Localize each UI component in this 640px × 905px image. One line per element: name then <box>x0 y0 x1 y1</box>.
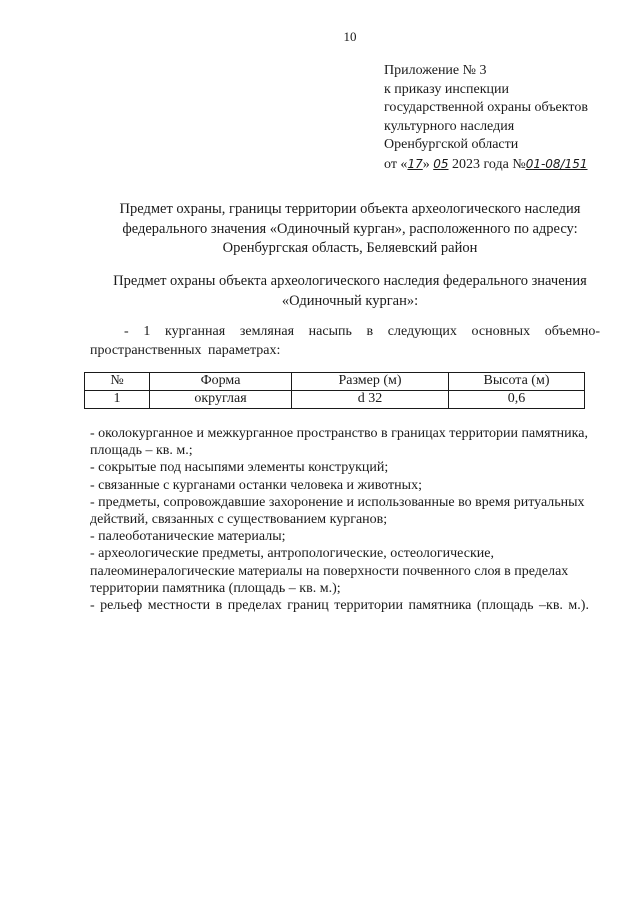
appendix-date-line <box>384 155 588 175</box>
header-form: Форма <box>150 373 292 391</box>
subtitle-line: Предмет охраны объекта археологического наследия федерального значения <box>113 273 587 289</box>
table-row <box>85 390 585 408</box>
table-cell: d 32 <box>292 390 449 408</box>
appendix-line: культурного наследия <box>384 118 515 134</box>
header-size: Размер (м) <box>292 373 449 391</box>
appendix-line: Оренбургской области <box>384 137 519 152</box>
list-item: - связанные с курганами останки человека и животных; <box>90 477 422 493</box>
page-number: 10 <box>343 29 357 44</box>
parameters-table <box>84 372 585 409</box>
section-heading <box>90 272 610 311</box>
appendix-line: Приложение № 3 <box>384 63 487 78</box>
list-item: - археологические предметы, антропологические, остеологические, палеоминералогические материалы на поверхности почвенного слоя в пределах территории памятника (площадь – кв. м.); <box>90 546 569 596</box>
table-header-row <box>85 373 585 391</box>
header-height: Высота (м) <box>449 373 585 391</box>
handwritten-month: 05 <box>433 156 449 171</box>
list-item: - околокурганное и межкурганное пространство в границах территории памятника, площадь – кв. м.; <box>90 426 588 459</box>
table-cell: округлая <box>150 390 292 408</box>
date-suffix: 2023 года № <box>448 156 526 172</box>
appendix-line: к приказу инспекции <box>384 81 510 97</box>
handwritten-day: 17 <box>407 156 423 171</box>
date-prefix: от « <box>384 156 408 172</box>
header-number: № <box>85 373 150 391</box>
appendix-line: государственной охраны объектов <box>384 100 588 115</box>
appendix-header <box>384 62 588 174</box>
list-item: - рельеф местности в пределах границ территории памятника (площадь –кв. м.). <box>90 598 589 614</box>
list-item: - палеоботанические материалы; <box>90 529 286 545</box>
date-mid: » <box>422 156 434 172</box>
intro-paragraph: - 1 курганная земляная насыпь в следующих основных объемно-пространственных параметрах: <box>90 324 600 358</box>
protected-items-list <box>90 425 600 614</box>
list-item: - сокрытые под насыпями элементы конструкций; <box>90 460 389 476</box>
table-cell: 1 <box>85 390 150 408</box>
handwritten-order-number: 01-08/151 <box>525 156 588 171</box>
title-line: федерального значения «Одиночный курган», расположенного по адресу: <box>122 220 578 237</box>
title-line: Оренбургская область, Беляевский район <box>222 240 478 256</box>
document-title <box>90 200 610 259</box>
title-line: Предмет охраны, границы территории объекта археологического наследия <box>119 201 581 217</box>
list-item: - предметы, сопровождавшие захоронение и использованные во время ритуальных действий, связанных с существованием курганов; <box>90 494 585 528</box>
subtitle-line: «Одиночный курган»: <box>281 292 419 309</box>
table-cell: 0,6 <box>449 390 585 408</box>
